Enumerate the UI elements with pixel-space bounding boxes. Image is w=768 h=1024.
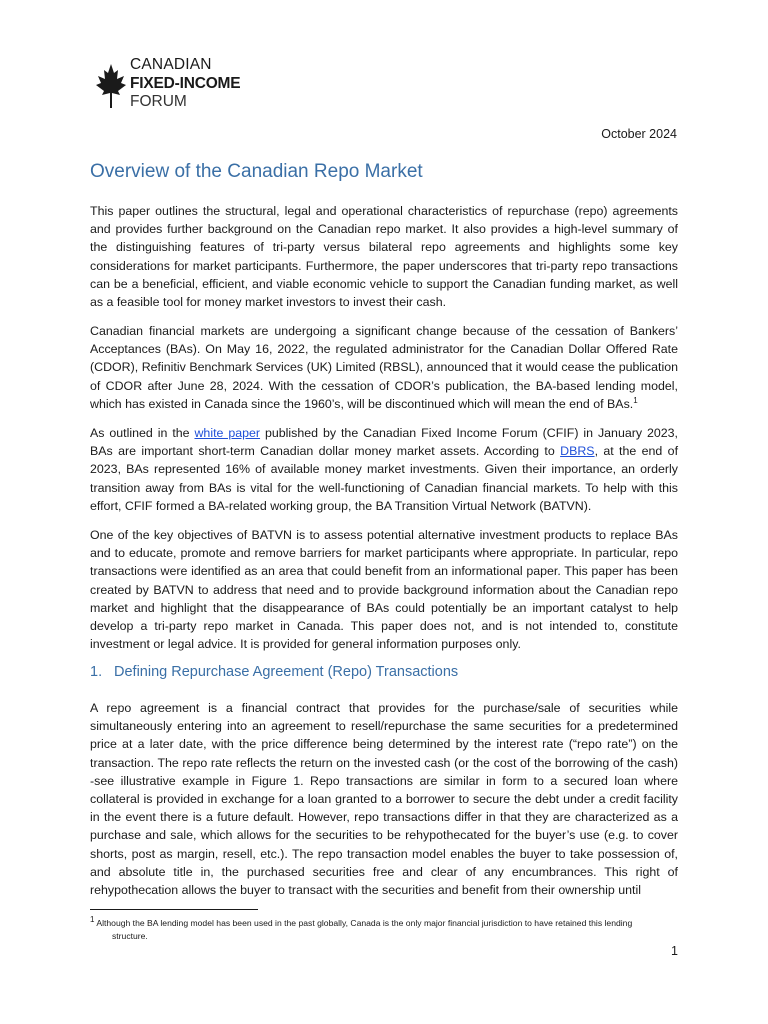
- paragraph-cfif-part-b: published by the Canadian Fixed Income Forum (CFIF) in January 2023, BAs are important short-term Canadian dollar money market assets. According to: [90, 426, 678, 459]
- footnote: [90, 917, 690, 943]
- paragraph-ba-cessation-text: Canadian financial markets are undergoing a significant change because of the cessation of Bankers’ Acceptances (BAs). On May 16, 2022, the regulated administrator for the Canadian Dollar Offered Rate (CDOR), Refinitiv Benchmark Services (UK) Limited (RBSL), announced that it would cease the publication of CDOR after June 28, 2024. With the cessation of CDOR’s publication, the BA-based lending model, which has existed in Canada since the 1960’s, will be discontinued which will mean the end of BAs.: [90, 324, 678, 411]
- paragraph-ba-cessation: [90, 322, 678, 413]
- logo-line-1: CANADIAN: [130, 56, 212, 73]
- page-title: Overview of the Canadian Repo Market: [90, 161, 423, 182]
- paragraph-intro: This paper outlines the structural, legal and operational characteristics of repurchase (repo) agreements and provides further background on the Canadian repo market. It also provides a high-level summary of the distinguishing features of tri-party versus bilateral repo agreements and highlights some key considerations for market participants. Furthermore, the paper underscores that tri-party repo transactions can be a beneficial, efficient, and viable economic vehicle to support the Canadian funding market, as well as a feasible tool for money market investors to invest their cash.: [90, 204, 678, 310]
- maple-leaf-icon: [96, 64, 126, 108]
- footnote-line-2: structure.: [112, 931, 148, 941]
- paragraph-repo-definition: A repo agreement is a financial contract that provides for the purchase/sale of securities while simultaneously entering into an agreement to resell/repurchase the same securities for a predetermined price at a later date, with the price difference being determined by the interest rate (“repo rate”) on the transaction. The repo rate reflects the return on the invested cash (or the cost of the borrowing of the cash) -see illustrative example in Figure 1. Repo transactions are similar in form to a secured loan where collateral is provided in exchange for a loan granted to a borrower to secure the debt under a credit facility in the event there is a future default. However, repo transactions differ in that they are characterized as a purchase and sale, which allows for the securities to be rehypothecated for the buyer’s use (e.g. to cover shorts, post as margin, resell, etc.). The repo transaction model enables the buyer to take possession of, and absolute title in, the purchased securities free and clear of any encumbrances. This right of rehypothecation allows the buyer to transact with the securities and benefit from their ownership until: [90, 701, 678, 898]
- paragraph-cfif-part-a: As outlined in the: [90, 426, 195, 440]
- page-number: 1: [671, 944, 678, 958]
- paragraph-batvn: One of the key objectives of BATVN is to assess potential alternative investment products to replace BAs and to educate, promote and remove barriers for market participants where appropriate. In particular, repo transactions were identified as an area that could benefit from an informational paper. This paper has been created by BATVN to address that need and to provide background information about the Canadian repo market and highlight that the disappearance of BAs could potentially be an important catalyst to help develop a tri-party repo market in Canada. This paper does not, and is not intended to, constitute investment or legal advice. It is provided for general information purposes only.: [90, 528, 678, 652]
- publication-date: October 2024: [601, 127, 677, 141]
- paragraph-cfif-part-c: , at the end of 2023, BAs represented 16% of available money market investments. Given their importance, an orderly transition away from BAs is vital for the well-functioning of Canadian financial markets. To help with this effort, CFIF formed a BA-related working group, the BA Transition Virtual Network (BATVN).: [90, 444, 679, 513]
- paragraph-cfif: [90, 424, 678, 515]
- logo-line-2: FIXED-INCOME: [130, 75, 241, 92]
- section-title: Defining Repurchase Agreement (Repo) Transactions: [114, 664, 459, 680]
- section-number: 1.: [90, 664, 103, 680]
- section-heading-1: [90, 664, 458, 680]
- logo-line-3: FORUM: [130, 93, 187, 110]
- footnote-divider: [90, 909, 258, 910]
- dbrs-link[interactable]: DBRS: [560, 444, 595, 459]
- footnote-text-1: Although the BA lending model has been used in the past globally, Canada is the only major financial jurisdiction to have retained this lending: [94, 918, 633, 928]
- footnote-marker: 1: [90, 915, 95, 925]
- white-paper-link[interactable]: white paper: [194, 426, 261, 440]
- footnote-ref[interactable]: 1: [633, 395, 638, 405]
- footnote-line-1: [90, 917, 690, 930]
- cfif-logo: [96, 56, 256, 112]
